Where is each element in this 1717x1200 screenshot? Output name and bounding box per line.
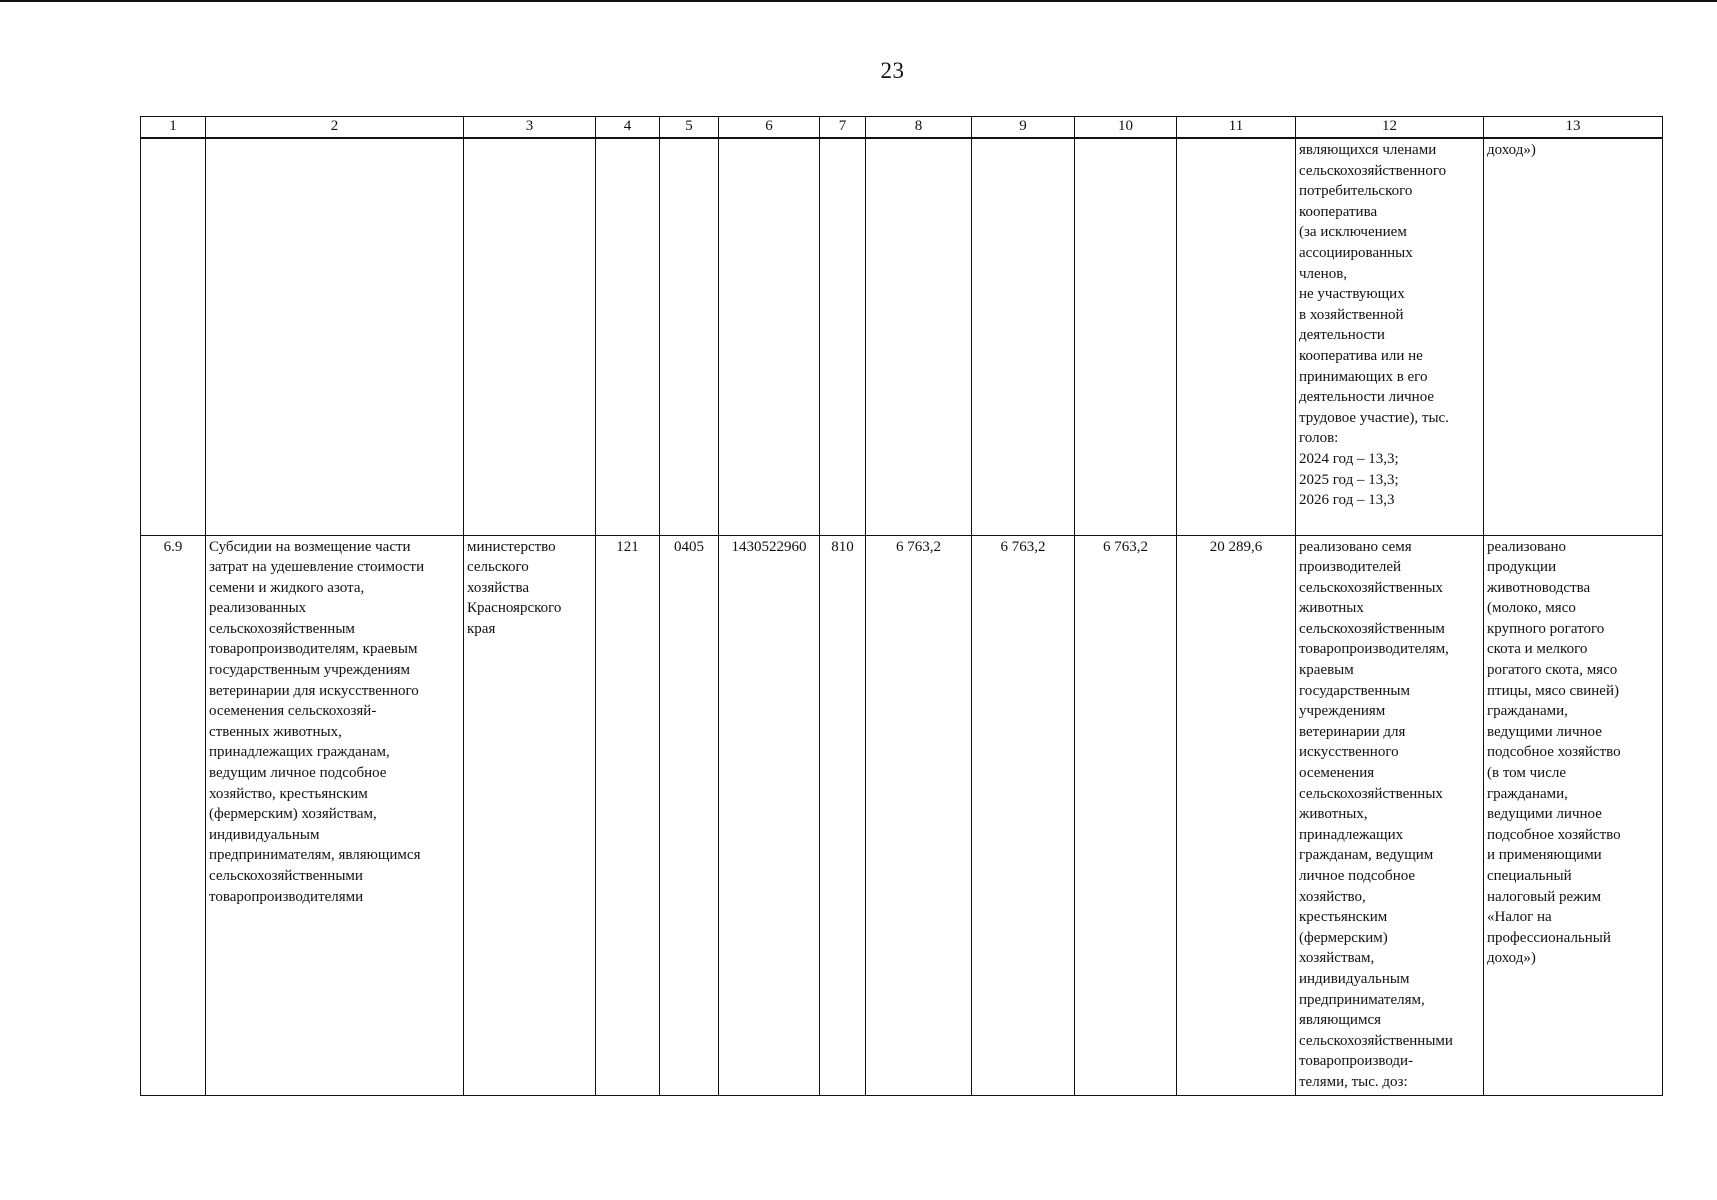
text-line: края	[467, 620, 496, 637]
column-header: 9	[972, 117, 1075, 139]
text-line: предпринимателям, являющимся	[209, 847, 421, 864]
text-line: подсобное хозяйство	[1487, 826, 1621, 843]
rzpr-code-cell: 0405	[660, 535, 719, 1095]
text-line: затрат на удешевление стоимости	[209, 559, 425, 576]
text-line: (фермерским) хозяйствам,	[209, 806, 377, 823]
text-line: искусственного	[1299, 744, 1399, 761]
text-line: гражданами,	[1487, 703, 1568, 720]
text-line: крупного рогатого	[1487, 620, 1605, 637]
page-number: 23	[880, 58, 905, 83]
text-line: гражданами,	[1487, 785, 1568, 802]
text-line: в хозяйственной	[1299, 306, 1404, 323]
continuation-result-cell	[1296, 138, 1484, 535]
column-header: 7	[820, 117, 866, 139]
empty-cell	[660, 138, 719, 535]
text-line: сельскохозяйственных	[1299, 579, 1443, 596]
text-line: потребительского	[1299, 183, 1413, 200]
text-line: «Налог на	[1487, 909, 1552, 926]
text-line: животных,	[1299, 806, 1368, 823]
text-line: являющимся	[1299, 1012, 1382, 1029]
text-line: ветеринарии для	[1299, 723, 1406, 740]
text-line: не участвующих	[1299, 286, 1405, 303]
activity-name-cell	[206, 535, 464, 1095]
text-line: ведущими личное	[1487, 806, 1602, 823]
text-line: специальный	[1487, 868, 1572, 884]
text-line: сельскохозяйственными	[1299, 1032, 1453, 1049]
text-line: (за исключением	[1299, 224, 1407, 241]
text-line: краевым	[1299, 662, 1354, 679]
empty-cell	[464, 138, 596, 535]
text-line: Красноярского	[467, 600, 562, 617]
text-line: доход»)	[1487, 142, 1536, 158]
row-number-cell: 6.9	[141, 535, 206, 1095]
text-line: принимающих в его	[1299, 368, 1428, 385]
text-line: деятельности личное	[1299, 389, 1435, 406]
empty-cell	[719, 138, 820, 535]
text-line: товаропроизводителям,	[1299, 641, 1449, 658]
text-line: гражданам, ведущим	[1299, 847, 1434, 864]
text-line: министерство	[467, 538, 556, 555]
program-activities-table	[140, 116, 1663, 1096]
text-line: профессиональный	[1487, 929, 1611, 946]
column-header: 6	[719, 117, 820, 139]
column-header: 4	[596, 117, 660, 139]
text-line: ственных животных,	[209, 723, 342, 740]
text-line: животных	[1299, 600, 1364, 617]
continuation-row	[141, 138, 1663, 535]
amount-2025-cell: 6 763,2	[972, 535, 1075, 1095]
text-line: сельскохозяйственным	[1299, 620, 1445, 637]
text-line: хозяйства	[467, 579, 530, 596]
text-line: личное подсобное	[1299, 868, 1416, 884]
text-line: 2025 год – 13,3;	[1299, 471, 1399, 488]
text-line: (молоко, мясо	[1487, 600, 1576, 617]
text-line: принадлежащих гражданам,	[209, 744, 390, 761]
text-line: кооператива или не	[1299, 347, 1423, 364]
text-line: продукции	[1487, 559, 1557, 576]
text-line: подсобное хозяйство	[1487, 744, 1621, 761]
column-header: 5	[660, 117, 719, 139]
text-line: учреждениям	[1299, 703, 1386, 720]
continuation-indicator-cell	[1484, 138, 1663, 535]
text-line: сельскохозяйственным	[209, 620, 355, 637]
text-line: (фермерским)	[1299, 929, 1388, 946]
column-header: 13	[1484, 117, 1663, 139]
empty-cell	[206, 138, 464, 535]
grbs-code-cell: 121	[596, 535, 660, 1095]
text-line: предпринимателям,	[1299, 991, 1425, 1008]
indicator-cell	[1484, 535, 1663, 1095]
text-line: государственным учреждениям	[209, 662, 410, 679]
column-header: 10	[1075, 117, 1177, 139]
administrator-cell	[464, 535, 596, 1095]
amount-total-cell: 20 289,6	[1177, 535, 1296, 1095]
text-line: реализованных	[209, 600, 307, 617]
text-line: товаропроизводителями	[209, 888, 364, 905]
text-line: хозяйство,	[1299, 888, 1366, 905]
text-line: производителей	[1299, 559, 1402, 576]
column-header: 8	[866, 117, 972, 139]
text-line: скота и мелкого	[1487, 641, 1588, 658]
text-line: налоговый режим	[1487, 888, 1602, 905]
text-line: товаропроизводителям, краевым	[209, 641, 418, 658]
empty-cell	[972, 138, 1075, 535]
text-line: крестьянским	[1299, 909, 1388, 926]
empty-cell	[596, 138, 660, 535]
text-line: ветеринарии для искусственного	[209, 682, 419, 699]
text-line: (в том числе	[1487, 765, 1567, 782]
text-line: осеменения сельскохозяй-	[209, 703, 377, 720]
text-line: Субсидии на возмещение части	[209, 538, 411, 555]
text-line: птицы, мясо свиней)	[1487, 682, 1619, 699]
text-line: рогатого скота, мясо	[1487, 662, 1618, 679]
page-top-edge	[0, 0, 1717, 2]
text-line: голов:	[1299, 430, 1339, 447]
column-header: 12	[1296, 117, 1484, 139]
column-header: 1	[141, 117, 206, 139]
text-line: трудовое участие), тыс.	[1299, 409, 1449, 426]
amount-2024-cell: 6 763,2	[866, 535, 972, 1095]
csr-code-cell: 1430522960	[719, 535, 820, 1095]
column-number-row	[141, 117, 1663, 139]
text-line: и применяющими	[1487, 847, 1602, 864]
text-line: ведущим личное подсобное	[209, 765, 387, 782]
text-line: телями, тыс. доз:	[1299, 1073, 1408, 1090]
text-line: реализовано	[1487, 538, 1567, 555]
text-line: сельскохозяйственными	[209, 868, 363, 884]
amount-2026-cell: 6 763,2	[1075, 535, 1177, 1095]
expected-result-cell	[1296, 535, 1484, 1095]
text-line: 2026 год – 13,3	[1299, 492, 1395, 509]
text-line: кооператива	[1299, 203, 1378, 220]
empty-cell	[1177, 138, 1296, 535]
empty-cell	[1075, 138, 1177, 535]
text-line: деятельности	[1299, 327, 1385, 344]
text-line: доход»)	[1487, 950, 1536, 967]
empty-cell	[141, 138, 206, 535]
vr-code-cell: 810	[820, 535, 866, 1095]
empty-cell	[866, 138, 972, 535]
text-line: товаропроизводи-	[1299, 1053, 1414, 1070]
text-line: сельскохозяйственных	[1299, 785, 1443, 802]
text-line: хозяйство, крестьянским	[209, 785, 368, 802]
text-line: семени и жидкого азота,	[209, 579, 365, 596]
column-header: 2	[206, 117, 464, 139]
empty-cell	[820, 138, 866, 535]
text-line: членов,	[1299, 265, 1348, 282]
text-line: индивидуальным	[209, 826, 320, 843]
text-line: хозяйствам,	[1299, 950, 1375, 967]
text-line: животноводства	[1487, 579, 1591, 596]
text-line: индивидуальным	[1299, 970, 1410, 987]
column-header: 11	[1177, 117, 1296, 139]
text-line: сельскохозяйственного	[1299, 162, 1447, 179]
text-line: принадлежащих	[1299, 826, 1404, 843]
table-row-6-9	[141, 535, 1663, 1095]
text-line: ассоциированных	[1299, 244, 1413, 261]
text-line: 2024 год – 13,3;	[1299, 450, 1399, 467]
text-line: ведущими личное	[1487, 723, 1602, 740]
column-header: 3	[464, 117, 596, 139]
text-line: являющихся членами	[1299, 142, 1437, 158]
text-line: сельского	[467, 559, 529, 576]
text-line: реализовано семя	[1299, 538, 1412, 555]
text-line: осеменения	[1299, 765, 1375, 782]
text-line: государственным	[1299, 682, 1410, 699]
